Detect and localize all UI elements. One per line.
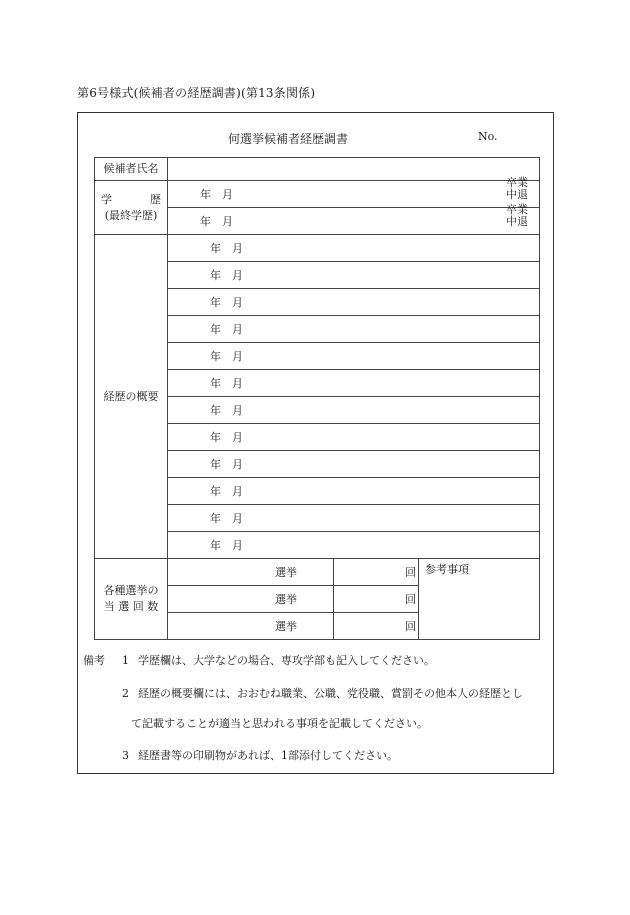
career-row[interactable]: 年 月	[168, 505, 540, 532]
career-row[interactable]: 年 月	[168, 343, 540, 370]
election-count-cell[interactable]: 回	[334, 613, 419, 640]
form-title: 何選挙候補者経歴調書	[228, 132, 349, 146]
withdraw-label: 中退	[506, 215, 529, 228]
note-number: 3	[122, 749, 129, 762]
career-row[interactable]: 年 月	[168, 262, 540, 289]
withdraw-label: 中退	[506, 188, 529, 201]
reference-cell[interactable]: 参考事項	[419, 559, 540, 640]
career-table	[94, 157, 540, 640]
form-caption: 第6号様式(候補者の経歴調書)(第13条関係)	[77, 86, 316, 100]
election-label-line-2: 当 選 回 数	[103, 600, 159, 613]
note-number: 2	[122, 687, 129, 700]
election-count-cell[interactable]: 回	[334, 559, 419, 586]
career-row[interactable]: 年 月	[168, 316, 540, 343]
edu-year-month: 年 月	[200, 215, 233, 228]
note-3	[122, 747, 398, 763]
career-row[interactable]: 年 月	[168, 289, 540, 316]
edu-status-2	[506, 204, 528, 228]
election-count-cell[interactable]: 回	[334, 586, 419, 613]
edu-year-month: 年 月	[200, 188, 233, 201]
grad-label: 卒業	[506, 203, 529, 216]
note-1	[83, 652, 435, 668]
career-row[interactable]: 年 月	[168, 397, 540, 424]
edu-status-1	[506, 177, 528, 201]
note-text: 経歴書等の印刷物があれば、1部添付してください。	[138, 749, 398, 762]
election-label-line-1: 各種選挙の	[103, 584, 159, 597]
career-row[interactable]: 年 月	[168, 235, 540, 262]
edu-sub-label: (最終学歴)	[104, 208, 158, 222]
career-row[interactable]: 年 月	[168, 424, 540, 451]
election-name-cell[interactable]: 選挙	[168, 559, 334, 586]
education-label	[95, 181, 168, 235]
election-label	[95, 559, 168, 640]
note-2	[122, 685, 523, 701]
note-2-continued: て記載することが適当と思われる事項を記載してください。	[131, 717, 428, 730]
election-name-cell[interactable]: 選挙	[168, 613, 334, 640]
name-label: 候補者氏名	[95, 158, 168, 181]
note-number: 1	[122, 654, 129, 667]
career-row[interactable]: 年 月	[168, 478, 540, 505]
notes-heading: 備考	[83, 654, 105, 667]
career-row[interactable]: 年 月	[168, 451, 540, 478]
election-name-cell[interactable]: 選挙	[168, 586, 334, 613]
form-frame	[77, 112, 554, 774]
career-label: 経歴の概要	[95, 235, 168, 559]
education-row-1[interactable]	[168, 176, 540, 208]
note-text: 経歴の概要欄には、おおむね職業、公職、党役職、賞罰その他本人の経歴とし	[138, 687, 523, 700]
form-number-label: No.	[478, 130, 498, 143]
name-field[interactable]	[168, 158, 540, 181]
career-row[interactable]: 年 月	[168, 532, 540, 559]
career-row[interactable]: 年 月	[168, 370, 540, 397]
grad-label: 卒業	[506, 176, 529, 189]
education-row-2[interactable]	[168, 203, 540, 235]
edu-char-2: 歴	[150, 192, 161, 206]
note-text: 学歴欄は、大学などの場合、専攻学部も記入してください。	[138, 654, 435, 667]
edu-char-1: 学	[101, 192, 112, 206]
